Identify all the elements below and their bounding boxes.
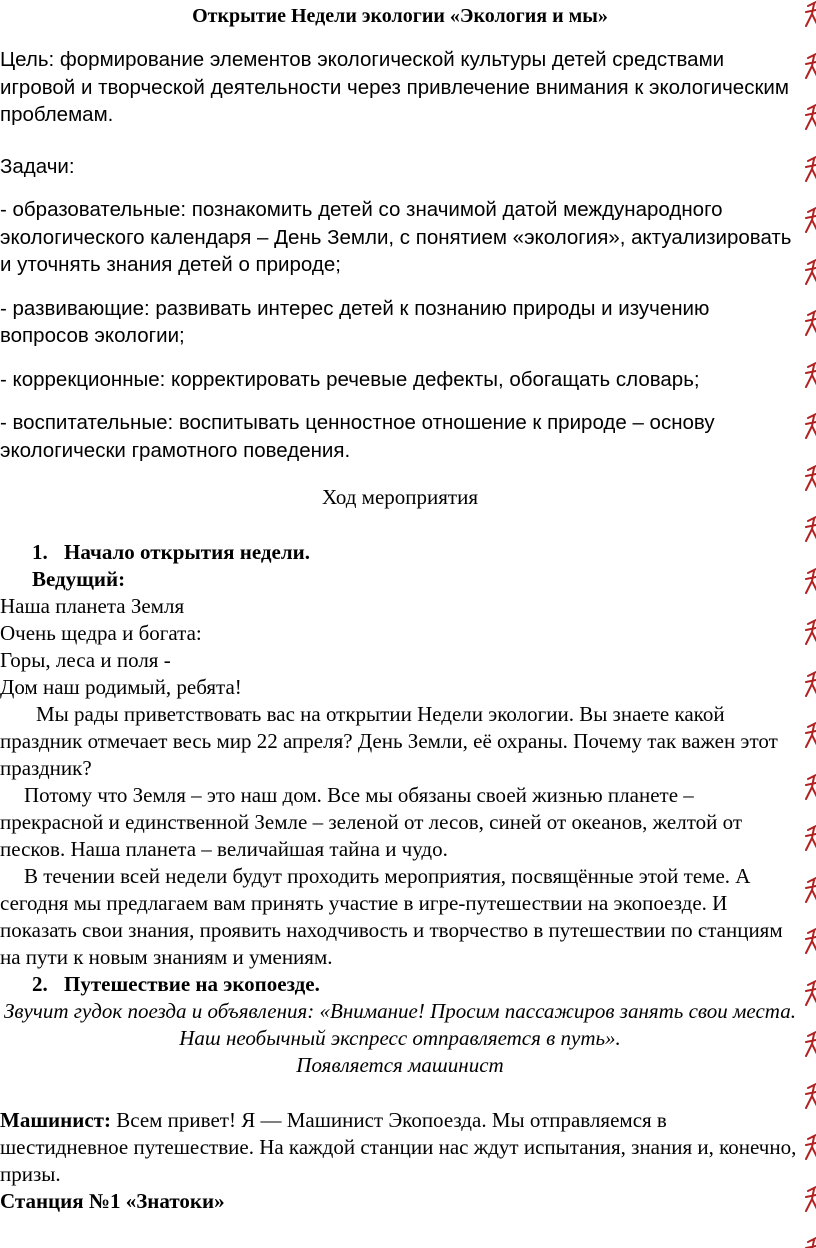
decorative-border-ornament-icon <box>802 567 816 599</box>
body-paragraph: Потому что Земля – это наш дом. Все мы обязаны своей жизнью планете – прекрасной и единственной Земле – зеленой от лесов, синей от океанов, желтой от песков. Наша планета – величайшая тайна и чудо. <box>0 783 742 861</box>
decorative-border-ornament-icon <box>802 876 816 908</box>
driver-label: Машинист: <box>0 1108 111 1132</box>
stage-direction: Появляется машинист <box>296 1053 504 1077</box>
decorative-border-ornament-icon <box>802 206 816 238</box>
document-title: Открытие Недели экологии «Экология и мы» <box>192 5 608 27</box>
decorative-border-ornament-icon <box>802 824 816 856</box>
decorative-border-ornament-icon <box>802 618 816 650</box>
decorative-border-ornament-icon <box>802 103 816 135</box>
task-item: - коррекционные: корректировать речевые дефекты, обогащать словарь; <box>0 367 700 391</box>
decorative-border-ornament-icon <box>802 52 816 84</box>
poem-line: Наша планета Земля <box>0 594 185 618</box>
task-item: - развивающие: развивать интерес детей к познанию природы и изучению вопросов экологии; <box>0 296 710 347</box>
decorative-border-ornament-icon <box>802 670 816 702</box>
goal-paragraph: Цель: формирование элементов экологической культуры детей средствами игровой и творческой деятельности через привлечение внимания к экологическим проблемам. <box>0 48 789 126</box>
decorative-border-ornament-icon <box>802 361 816 393</box>
decorative-border-ornament-icon <box>802 1082 816 1114</box>
section-1-number: 1. <box>32 540 48 564</box>
decorative-border-ornament-icon <box>802 927 816 959</box>
decorative-border-ornament-icon <box>802 721 816 753</box>
decorative-border-ornament-icon <box>802 0 816 32</box>
decorative-border-ornament-icon <box>802 155 816 187</box>
decorative-border-ornament-icon <box>802 1133 816 1165</box>
section-2-heading <box>0 971 800 998</box>
driver-line <box>0 1107 800 1188</box>
body-paragraph: Мы рады приветствовать вас на открытии Недели экологии. Вы знаете какой праздник отмечает весь мир 22 апреля? День Земли, её охраны. Почему так важен этот праздник? <box>0 702 778 780</box>
decorative-border-ornament-icon <box>802 515 816 547</box>
section-2-number: 2. <box>32 972 48 996</box>
section-1-title: Начало открытия недели. <box>64 540 311 564</box>
decorative-border-ornament-icon <box>802 979 816 1011</box>
section-1-heading <box>0 539 800 566</box>
section-2-title: Путешествие на экопоезде. <box>64 972 320 996</box>
decorative-border-ornament-icon <box>802 1185 816 1217</box>
poem-line: Дом наш родимый, ребята! <box>0 675 242 699</box>
decorative-border-ornament-icon <box>802 464 816 496</box>
stage-direction: Звучит гудок поезда и объявления: «Внимание! Просим пассажиров занять свои места. Наш необычный экспресс отправляется в путь». <box>4 999 796 1050</box>
decorative-border-ornament-icon <box>802 773 816 805</box>
decorative-border-ornament-icon <box>802 258 816 290</box>
host-label: Ведущий: <box>32 567 126 591</box>
tasks-label: Задачи: <box>0 154 75 178</box>
task-item: - образовательные: познакомить детей со значимой датой международного экологического календаря – День Земли, с понятием «экология», актуализировать и уточнять знания детей о природе; <box>0 198 792 276</box>
poem-line: Горы, леса и поля - <box>0 648 171 672</box>
decorative-border-ornament-icon <box>802 309 816 341</box>
poem-line: Очень щедра и богата: <box>0 621 202 645</box>
decorative-border-ornament-icon <box>802 412 816 444</box>
task-item: - воспитательные: воспитывать ценностное отношение к природе – основу экологически грамотного поведения. <box>0 411 715 462</box>
document-body <box>0 2 800 1215</box>
station-heading: Станция №1 «Знатоки» <box>0 1189 225 1213</box>
driver-text: Всем привет! Я — Машинист Экопоезда. Мы отправляемся в шестидневное путешествие. На каждой станции нас ждут испытания, знания и, конечно, призы. <box>0 1108 797 1186</box>
decorative-border-ornament-icon <box>802 1030 816 1062</box>
event-heading: Ход мероприятия <box>322 485 478 509</box>
decorative-border <box>800 0 816 1248</box>
body-paragraph: В течении всей недели будут проходить мероприятия, посвящённые этой теме. А сегодня мы предлагаем вам принять участие в игре-путешествии на экопоезде. И показать свои знания, проявить находчивость и творчество в путешествии по станциям на пути к новым знаниям и умениям. <box>0 864 783 969</box>
decorative-border-ornament-icon <box>802 1236 816 1248</box>
